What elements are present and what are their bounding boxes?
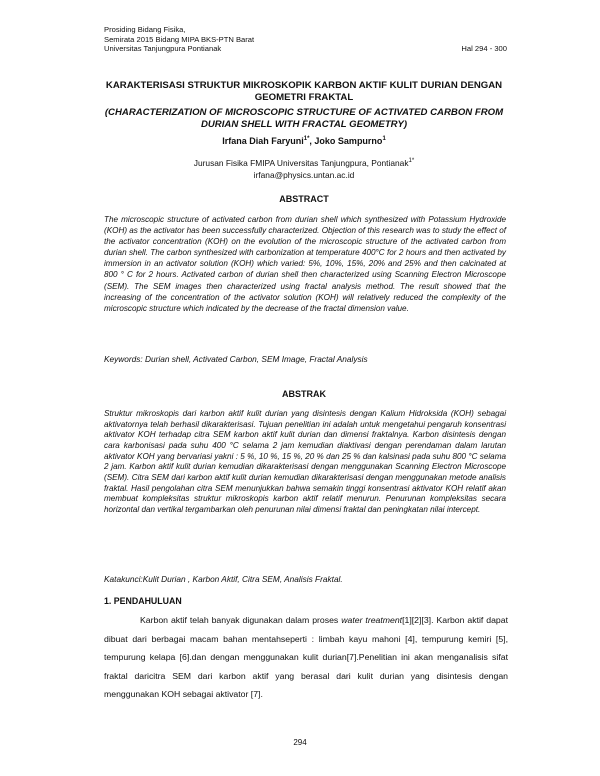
title-english: (CHARACTERIZATION OF MICROSCOPIC STRUCTURE OF ACTIVATED CARBON FROM DURIAN SHELL WITH FRACTAL GEOMETRY)	[104, 107, 504, 130]
keywords-indonesian: Katakunci:Kulit Durian , Karbon Aktif, Citra SEM, Analisis Fraktal.	[104, 574, 343, 584]
author-name: Irfana Diah Faryuni	[222, 136, 304, 146]
intro-text-rest: [1][2][3]. Karbon aktif dapat dibuat dari berbagai macam bahan mentahseperti : limbah kayu mahoni [4], tempurung kemiri [5], tempurung kelapa [6].dan dengan menggunakan kulit durian[7].Penelitian ini akan menganalisis sifat fraktal daricitra SEM dari karbon aktif yang berasal dari kulit durian yang disintesis dengan menggunakan KOH sebagai aktivator [7].	[104, 615, 509, 700]
abstrak-heading: ABSTRAK	[282, 389, 326, 399]
running-header	[104, 25, 254, 54]
affiliation-superscript: 1*	[408, 158, 415, 164]
affiliation-dept: Jurusan Fisika FMIPA Universitas Tanjungpura, Pontianak	[193, 157, 409, 168]
author-email: irfana@physics.untan.ac.id	[253, 169, 355, 180]
intro-italic-term: water treatment	[341, 615, 403, 625]
author-name: Joko Sampurno	[314, 136, 383, 146]
author-separator: ,	[309, 136, 315, 146]
header-page-range: Hal 294 - 300	[461, 44, 507, 53]
keywords-english: Keywords: Durian shell, Activated Carbon, SEM Image, Fractal Analysis	[104, 354, 368, 364]
author-superscript: 1	[382, 136, 386, 142]
page-number: 294	[293, 738, 307, 747]
introduction-paragraph	[104, 611, 508, 704]
affiliation	[104, 155, 504, 181]
author-superscript: 1*	[303, 136, 310, 142]
abstract-english-text: The microscopic structure of activated carbon from durian shell which synthesized with Potassium Hydroxide (KOH) as the activator has been successfully characterized. Objection of this research was to study the effect of the activator concentration (KOH) on the evolution of the microscopic structure of the activated carbon from durian shell. The carbon synthesized with carbonization at temperature 400°C for 2 hours and then activated by immersion in an activator solution (KOH) which varied: 5%, 10%, 15%, 20% and 25% and then calcinated at 800 ° C for 2 hours. Activated carbon of durian shell then characterized using Scanning Electron Microscope (SEM). The SEM images then characterized using fractal analysis method. The result showed that the increasing of the concentration of the activator solution (KOH) will relatively reduced the complexity of the microscopic structure which indicated by the decrease of the fractal dimension value.	[104, 215, 506, 313]
abstract-indonesian-text: Struktur mikroskopis dari karbon aktif kulit durian yang disintesis dengan Kalium Hidroksida (KOH) sebagai aktivatornya telah berhasil dikarakterisasi. Tujuan penelitian ini adalah untuk mengetahui pengaruh konsentrasi aktivator KOH terhadap citra SEM karbon aktif kulit durian dan dimensi fraktalnya. Karbon disintesis dengan cara karbonisasi pada suhu 400 °C selama 2 jam kemudian diaktivasi dengan perendaman dalam larutan aktivator KOH yang bervariasi yakni : 5 %, 10 %, 15 %, 20 % dan 25 % dan kalsinasi pada suhu 800 °C selama 2 jam. Karbon aktif kulit durian kemudian dikarakterisasi dengan menggunakan Scanning Electron Microscope (SEM). Citra SEM dari karbon aktif kulit durian kemudian dikarakterisasi dengan menggunakan metode analisis fraktal. Hasil pengolahan citra SEM menunjukkan bahwa semakin tinggi konsentrasi aktivator KOH relatif akan membuat kompleksitas struktur mikroskopis karbon aktif relatif menurun. Penurunan kompleksitas secara horizontal dan vertikal tergambarkan oleh penurunan nilai dimensi fraktal dan peningkatan nilai intercept.	[104, 409, 506, 514]
header-conference: Semirata 2015 Bidang MIPA BKS-PTN Barat	[104, 34, 255, 44]
author-list	[104, 136, 504, 146]
intro-text-start: Karbon aktif telah banyak digunakan dalam proses	[140, 615, 342, 625]
header-university: Universitas Tanjungpura Pontianak	[104, 44, 222, 53]
abstract-heading: ABSTRACT	[279, 194, 329, 204]
title-indonesian: KARAKTERISASI STRUKTUR MIKROSKOPIK KARBON AKTIF KULIT DURIAN DENGAN GEOMETRI FRAKTAL	[105, 80, 503, 103]
header-proceedings: Prosiding Bidang Fisika,	[104, 25, 186, 34]
section-heading-introduction: 1. PENDAHULUAN	[104, 596, 182, 606]
